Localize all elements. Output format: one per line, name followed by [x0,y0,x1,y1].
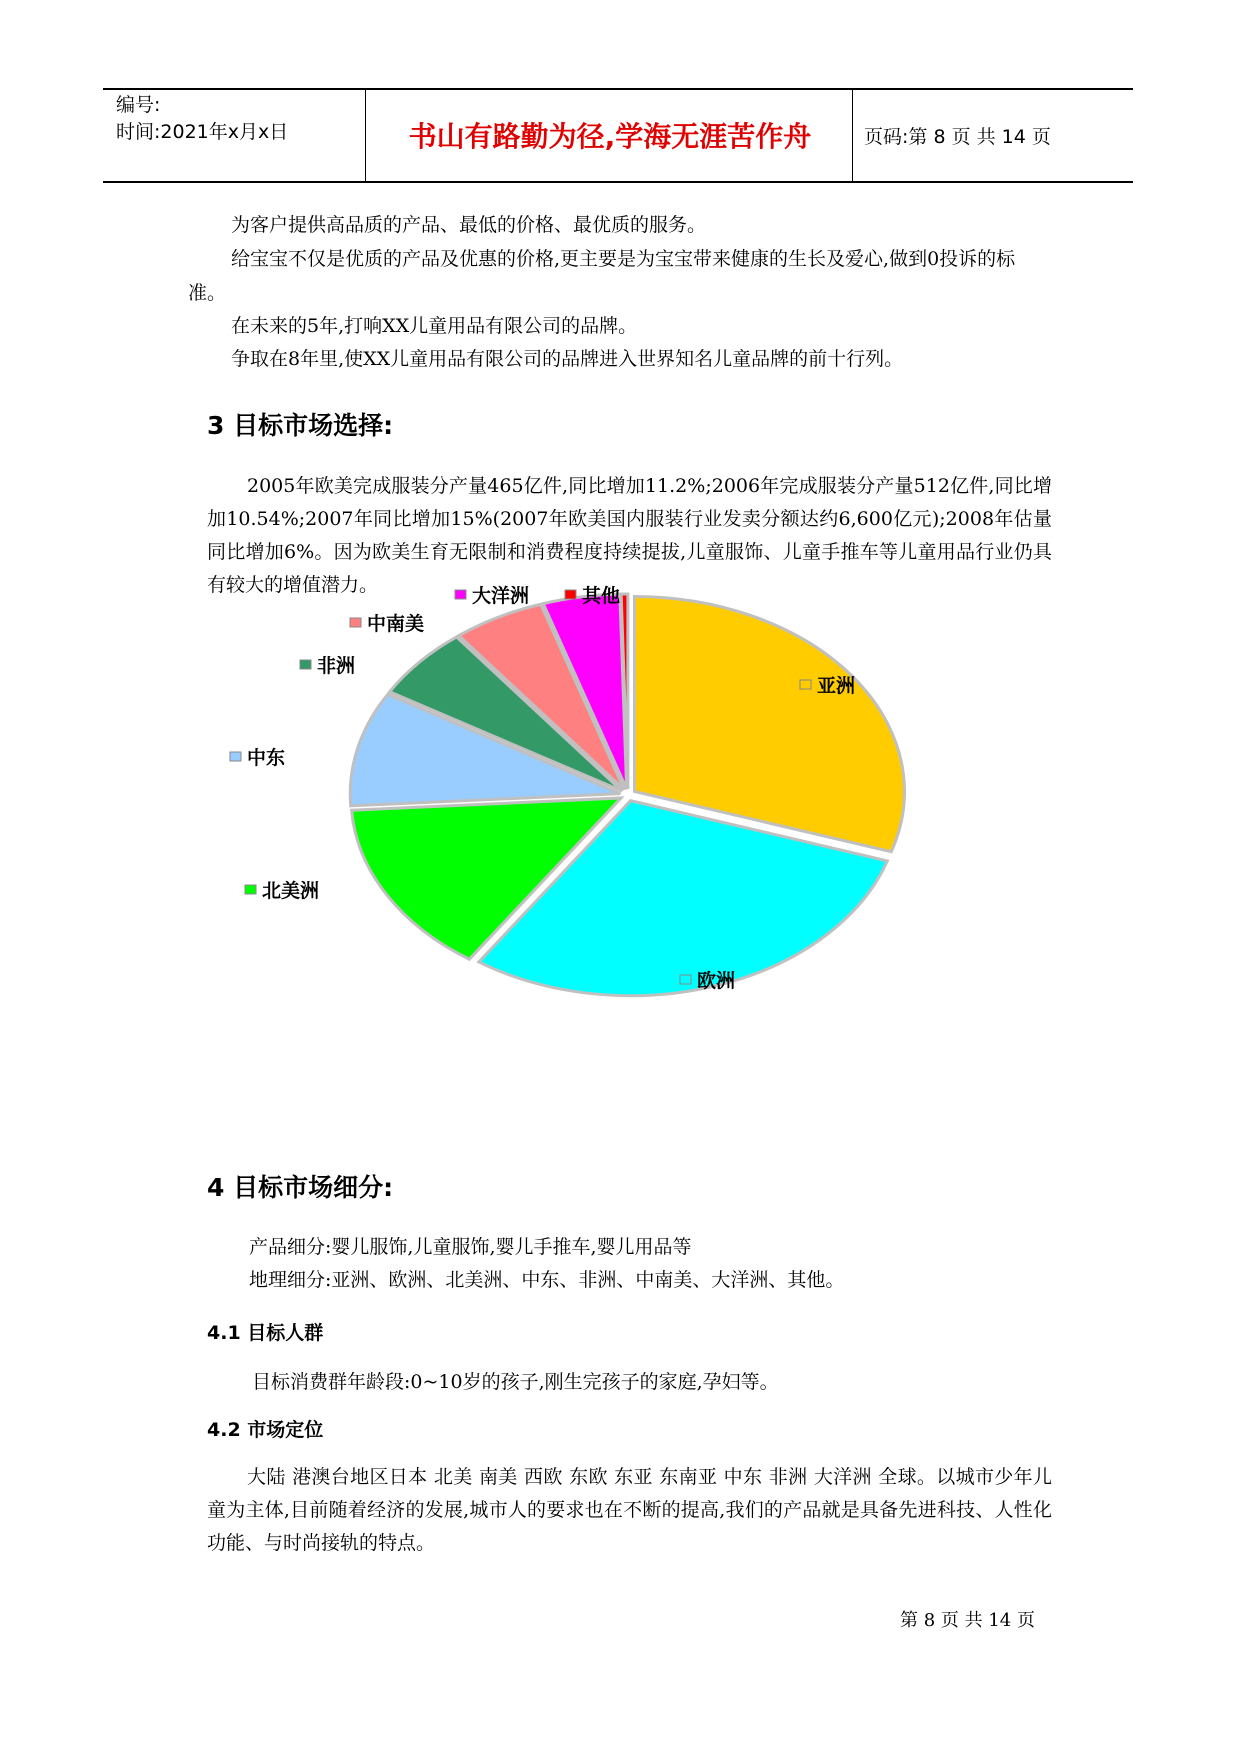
legend-swatch [455,590,466,599]
section-4-product-segment: 产品细分:婴儿服饰,儿童服饰,婴儿手推车,婴儿用品等 [249,1236,692,1258]
section-4-heading: 4 目标市场细分: [207,1173,394,1202]
legend-swatch [230,752,241,761]
section-4-geo-segment: 地理细分:亚洲、欧洲、北美洲、中东、非洲、中南美、大洋洲、其他。 [249,1269,845,1291]
legend-label: 北美洲 [262,880,320,902]
intro-line-2 [188,242,1053,310]
header-top-rule [103,88,1133,90]
section-4-1-heading: 4.1 目标人群 [207,1322,324,1344]
section-3-heading: 3 目标市场选择: [207,411,394,440]
intro-line-4: 争取在8年里,使XX儿童用品有限公司的品牌进入世界知名儿童品牌的前十行列。 [231,348,904,370]
legend-label: 亚洲 [817,675,856,697]
legend-swatch [680,975,691,984]
legend-swatch [350,618,361,627]
legend-label: 其他 [582,585,621,607]
section-4-2-heading: 4.2 市场定位 [207,1419,324,1441]
header-divider-left [365,88,366,183]
pie-slices [350,594,904,996]
legend-swatch [565,590,576,599]
intro-line-2-text: 给宝宝不仅是优质的产品及优惠的价格,更主要是为宝宝带来健康的生长及爱心,做到0投诉的标准。 [188,248,1016,304]
legend-label: 大洋洲 [472,585,530,607]
intro-line-3: 在未来的5年,打响XX儿童用品有限公司的品牌。 [231,315,638,337]
footer-page-number: 第 8 页 共 14 页 [900,1610,1035,1631]
legend-item-5 [300,654,355,677]
legend-item-6 [350,612,424,635]
section-3-body: 2005年欧美完成服装分产量465亿件,同比增加11.2%;2006年完成服装分产量512亿件,同比增加10.54%;2007年同比增加15%(2007年欧美国内服装行业发卖分额达约6,600亿元);2008年估量同比增加6%。因为欧美生育无限制和消费程度持续提拔,儿童服饰、儿童手推车等儿童用品行业仍具有较大的增值潜力。 [207,475,1052,596]
intro-line-1: 为客户提供高品质的产品、最低的价格、最优质的服务。 [231,214,707,236]
section-4-2-body: 大陆 港澳台地区日本 北美 南美 西欧 东欧 东亚 东南亚 中东 非洲 大洋洲 全球。以城市少年儿童为主体,目前随着经济的发展,城市人的要求也在不断的提高,我们的产品就是具备先进科技、人性化功能、与时尚接轨的特点。 [207,1466,1052,1554]
header-number-label: 编号: [116,94,161,116]
legend-label: 中东 [247,747,286,769]
header-divider-right [852,88,853,183]
header-motto: 书山有路勤为径,学海无涯苦作舟 [408,120,812,153]
header-page-label: 页码:第 8 页 共 14 页 [864,126,1051,148]
header-time-label: 时间:2021年x月x日 [116,121,289,143]
pie-chart [240,585,980,1125]
legend-label: 中南美 [367,613,425,635]
header-bottom-rule [103,181,1133,183]
legend-swatch [300,660,311,669]
legend-swatch [245,885,256,894]
section-4-1-body: 目标消费群年龄段:0~10岁的孩子,刚生完孩子的家庭,孕妇等。 [252,1371,779,1393]
legend-label: 非洲 [317,655,356,677]
legend-label: 欧洲 [697,970,736,992]
legend-swatch [800,680,811,689]
legend-item-3 [245,879,319,902]
legend-item-4 [230,746,285,769]
